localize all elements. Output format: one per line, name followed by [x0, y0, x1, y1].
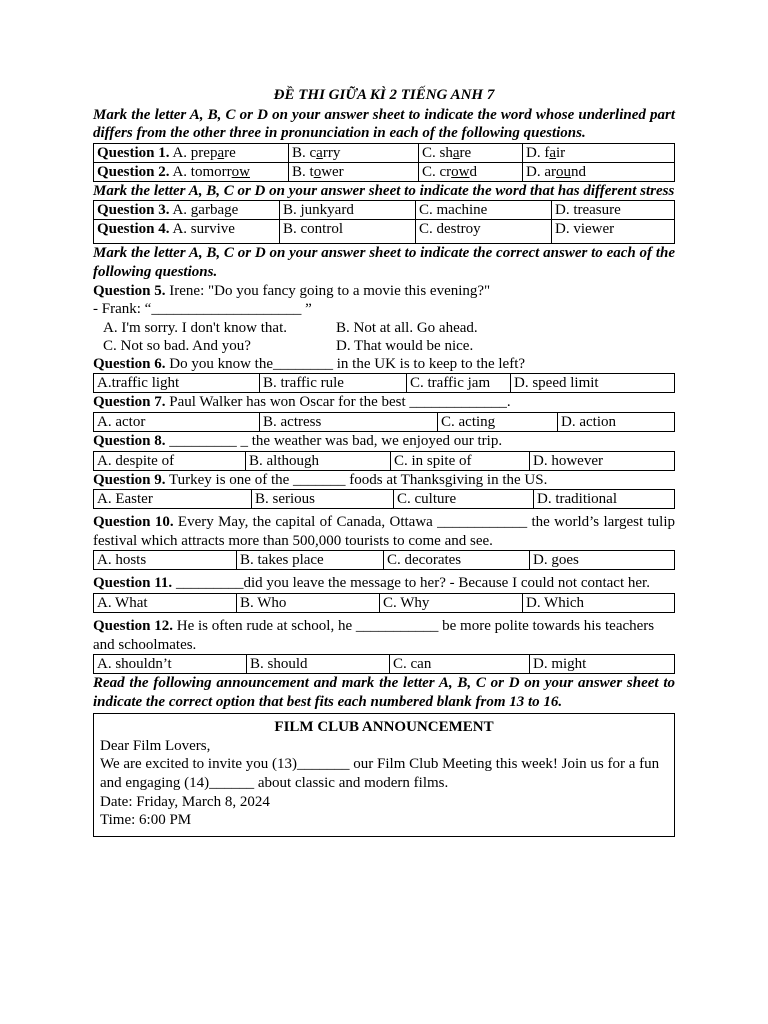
option-b: B. should — [247, 655, 390, 674]
announcement-greeting: Dear Film Lovers, — [100, 737, 211, 754]
announcement-body: We are excited to invite you (13)_______ our Film Club Meeting this week! Join us for a fun and engaging (14)______ about classic and modern films. — [100, 756, 660, 792]
option-b: B. Who — [237, 593, 380, 612]
question-8: Question 8. _________ _ the weather was bad, we enjoyed our trip. — [93, 432, 503, 449]
q5-frank-line: - Frank: “____________________ ” — [93, 301, 312, 318]
q1-q2-table — [93, 143, 675, 182]
option-b: B. Not at all. Go ahead. — [336, 319, 478, 336]
option-d: D. treasure — [552, 201, 675, 220]
option-d: D. That would be nice. — [336, 337, 474, 354]
option-d: D. around — [523, 162, 675, 181]
option-d: D. however — [530, 451, 675, 470]
option-c: C. traffic jam — [407, 374, 511, 393]
q7-options — [93, 412, 675, 432]
q12-options — [93, 654, 675, 674]
option-d: D. Which — [523, 593, 675, 612]
option-b: B. although — [246, 451, 391, 470]
q3-q4-table — [93, 200, 675, 244]
question-10: Question 10. Every May, the capital of Canada, Ottawa ____________ the world’s largest tulip festival which attracts more than 500,000 tourists to come and see. — [93, 514, 675, 549]
option-a: A.traffic light — [94, 374, 260, 393]
option-a: A. Easter — [94, 490, 252, 509]
question-6: Question 6. Do you know the________ in the UK is to keep to the left? — [93, 355, 526, 372]
question-4: Question 4. A. survive — [94, 220, 280, 244]
q10-options — [93, 550, 675, 570]
option-d: D. fair — [523, 143, 675, 162]
question-2: Question 2. A. tomorrow — [94, 162, 289, 181]
announcement-date: Date: Friday, March 8, 2024 — [100, 793, 270, 810]
q11-options — [93, 593, 675, 613]
option-a: A. despite of — [94, 451, 246, 470]
q8-options — [93, 451, 675, 471]
instruction-correct-answer: Mark the letter A, B, C or D on your answer sheet to indicate the correct answer to each of the following questions. — [93, 245, 675, 280]
instruction-pronunciation: Mark the letter A, B, C or D on your answer sheet to indicate the word whose underlined part differs from the other three in pronunciation in each of the following questions. — [93, 106, 675, 142]
option-d: D. might — [530, 655, 675, 674]
option-b: B. control — [280, 220, 416, 244]
option-b: B. traffic rule — [260, 374, 407, 393]
option-b: B. carry — [289, 143, 419, 162]
option-a: A. shouldn’t — [94, 655, 247, 674]
question-12-cont: and schoolmates. — [93, 636, 197, 653]
q6-options — [93, 373, 675, 393]
option-a: A. I'm sorry. I don't know that. — [103, 319, 287, 336]
option-d: D. action — [558, 412, 675, 431]
option-b: B. tower — [289, 162, 419, 181]
instruction-stress: Mark the letter A, B, C or D on your answer sheet to indicate the word that has different stress — [93, 182, 675, 199]
instruction-announcement: Read the following announcement and mark the letter A, B, C or D on your answer sheet to indicate the correct option that best fits each numbered blank from 13 to 16. — [93, 675, 675, 710]
question-12: Question 12. He is often rude at school, he ___________ be more polite towards his teachers — [93, 617, 655, 634]
option-c: C. Why — [380, 593, 523, 612]
option-d: D. viewer — [552, 220, 675, 244]
option-c: C. in spite of — [391, 451, 530, 470]
exam-title: ĐỀ THI GIỮA KÌ 2 TIẾNG ANH 7 — [273, 87, 495, 103]
option-d: D. speed limit — [511, 374, 675, 393]
option-b: B. junkyard — [280, 201, 416, 220]
option-c: C. Not so bad. And you? — [103, 337, 251, 354]
option-b: B. takes place — [237, 551, 384, 570]
announcement-title: FILM CLUB ANNOUNCEMENT — [274, 719, 494, 736]
question-3: Question 3. A. garbage — [94, 201, 280, 220]
exam-page — [93, 86, 675, 837]
question-row — [94, 162, 675, 181]
question-9: Question 9. Turkey is one of the _______ foods at Thanksgiving in the US. — [93, 471, 548, 488]
option-b: B. actress — [260, 412, 438, 431]
question-7: Question 7. Paul Walker has won Oscar for the best _____________. — [93, 394, 511, 411]
option-b: B. serious — [252, 490, 394, 509]
option-a: A. What — [94, 593, 237, 612]
option-c: C. machine — [416, 201, 552, 220]
option-c: C. acting — [438, 412, 558, 431]
announcement-box — [93, 713, 675, 837]
option-a: A. hosts — [94, 551, 237, 570]
q5-options — [93, 319, 675, 355]
option-d: D. traditional — [534, 490, 675, 509]
q9-options — [93, 489, 675, 509]
option-c: C. destroy — [416, 220, 552, 244]
announcement-time: Time: 6:00 PM — [100, 812, 192, 829]
option-d: D. goes — [530, 551, 675, 570]
option-c: C. culture — [394, 490, 534, 509]
option-c: C. share — [419, 143, 523, 162]
question-5: Question 5. Irene: "Do you fancy going to a movie this evening?" — [93, 282, 491, 299]
option-c: C. decorates — [384, 551, 530, 570]
option-c: C. crowd — [419, 162, 523, 181]
question-11: Question 11. _________did you leave the message to her? - Because I could not contact her. — [93, 575, 650, 592]
question-row — [94, 143, 675, 162]
option-a: A. actor — [94, 412, 260, 431]
option-c: C. can — [390, 655, 530, 674]
question-1: Question 1. A. prepare — [94, 143, 289, 162]
